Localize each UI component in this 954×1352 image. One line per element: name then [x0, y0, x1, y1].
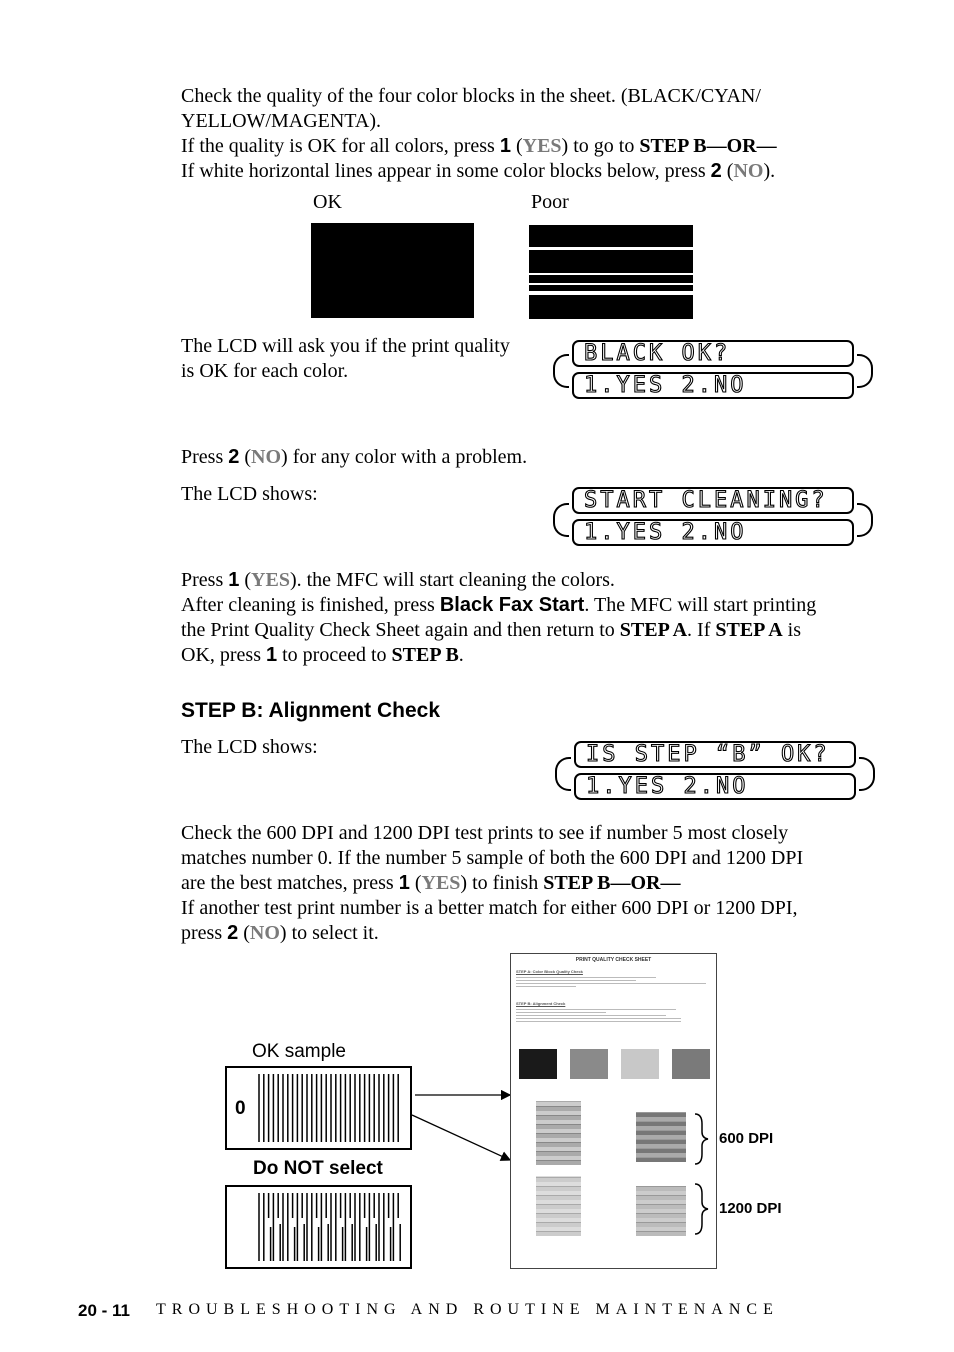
poor-label: Poor	[531, 191, 569, 213]
white-line	[529, 247, 693, 250]
intro-line: Check the quality of the four color blocks in the sheet. (BLACK/CYAN/	[181, 85, 761, 107]
sheet-color-block	[621, 1049, 659, 1079]
arrow-1200	[412, 1115, 510, 1160]
key-1: 1	[499, 135, 511, 157]
sample-number: 0	[235, 1098, 246, 1119]
lcd1-row1: BLACK OK?	[572, 340, 854, 367]
ok-sample-box	[225, 1066, 412, 1150]
dpi1200-label: 1200 DPI	[719, 1200, 782, 1217]
lcd-bracket-right	[857, 503, 873, 537]
sheet-step-b: STEP B: Alignment Check	[516, 1001, 566, 1006]
white-line	[529, 291, 693, 295]
no-label: NO	[733, 160, 764, 182]
sheet-title: PRINT QUALITY CHECK SHEET	[575, 957, 652, 963]
intro-line: If white horizontal lines appear in some color blocks below, press 2 (NO).	[181, 160, 776, 182]
white-line	[529, 273, 693, 275]
sheet-color-block	[570, 1049, 608, 1079]
intro-line: YELLOW/MAGENTA).	[181, 110, 382, 132]
dpi600-label: 600 DPI	[719, 1130, 774, 1147]
quality-check-sheet	[510, 953, 717, 1269]
brace-1200	[695, 1184, 708, 1234]
poor-sample-block	[529, 225, 693, 319]
lcd-bracket-left	[553, 503, 569, 537]
dpi600-samples-left	[536, 1101, 581, 1165]
lcd1-description: The LCD will ask you if the print quality is OK for each color.	[181, 335, 510, 382]
lcd-bracket-right	[859, 757, 875, 791]
key-2: 2	[710, 160, 722, 182]
page-number: 20 - 11	[78, 1301, 130, 1320]
ok-sample-block	[311, 223, 474, 318]
lcd3-row1: IS STEP “B” OK?	[574, 741, 856, 768]
lcd1-row2: 1.YES 2.NO	[572, 372, 854, 399]
lcd-bracket-left	[553, 354, 569, 388]
intro-paragraph	[181, 84, 881, 184]
dpi600-samples-right	[636, 1112, 686, 1162]
brace-600	[695, 1114, 708, 1164]
ok-sample-label: OK sample	[252, 1041, 346, 1062]
arrows	[410, 1085, 520, 1165]
black-fax-start-key: Black Fax Start	[439, 594, 585, 616]
lcd3-row2: 1.YES 2.NO	[574, 773, 856, 800]
dpi1200-samples-left	[536, 1176, 581, 1236]
sheet-step-a-lines	[516, 975, 711, 989]
sheet-step-b-lines	[516, 1007, 711, 1024]
bad-sample-box	[225, 1185, 412, 1269]
sheet-step-a: STEP A: Color Block Quality Check	[516, 969, 583, 974]
sheet-color-block	[519, 1049, 557, 1079]
white-line	[529, 283, 693, 285]
lcd2-label: The LCD shows:	[181, 483, 318, 505]
footer-title: TROUBLESHOOTING AND ROUTINE MAINTENANCE	[156, 1301, 779, 1318]
yes-label: YES	[522, 135, 562, 157]
dpi1200-samples-right	[636, 1186, 686, 1236]
ok-sample-lines	[255, 1074, 405, 1144]
lcd2-row2: 1.YES 2.NO	[572, 519, 854, 546]
ok-label: OK	[313, 191, 342, 213]
step-b-heading: STEP B: Alignment Check	[181, 699, 441, 722]
intro-line: If the quality is OK for all colors, press 1 (YES) to go to STEP B—OR—	[181, 135, 777, 157]
lcd2-row1: START CLEANING?	[572, 487, 854, 514]
alignment-paragraph: Check the 600 DPI and 1200 DPI test prints to see if number 5 most closely matches number 0. If the number 5 sample of both the 600 DPI and 1200 DPI are the best matches, press 1 (YES) to finish STEP B—OR— If another test print number is a better match for either 600 DPI or 1200 DPI, press 2 (NO) to select it.	[181, 822, 804, 944]
cleaning-paragraph: Press 1 (YES). the MFC will start cleaning the colors. After cleaning is finished, press Black Fax Start. The MFC will start printing the Print Quality Check Sheet again and then return to STEP A. If STEP A is OK, press 1 to proceed to STEP B.	[181, 569, 817, 666]
do-not-select-label: Do NOT select	[253, 1158, 383, 1179]
press-no-line: Press 2 (NO) for any color with a problem.	[181, 446, 528, 468]
lcd3-label: The LCD shows:	[181, 736, 318, 758]
dpi-braces	[693, 1112, 713, 1242]
sheet-color-block	[672, 1049, 710, 1079]
lcd-bracket-right	[857, 354, 873, 388]
bad-sample-lines	[255, 1193, 405, 1263]
lcd-bracket-left	[555, 757, 571, 791]
